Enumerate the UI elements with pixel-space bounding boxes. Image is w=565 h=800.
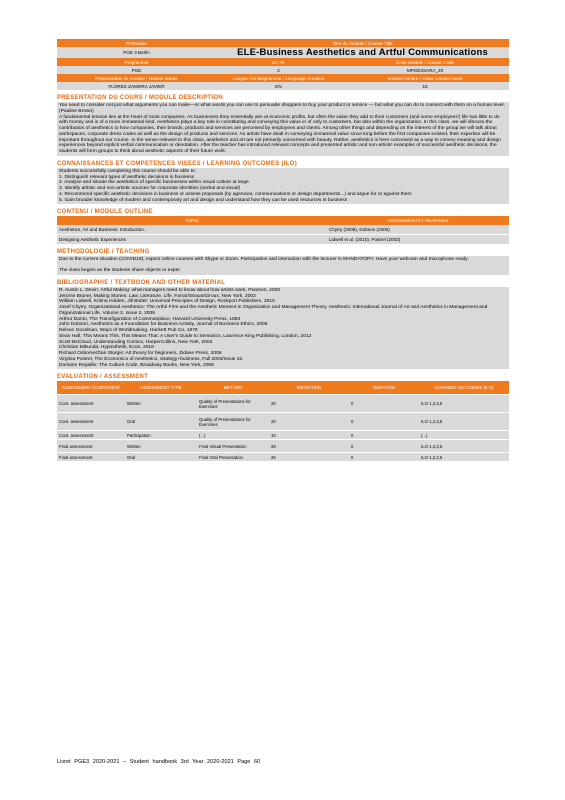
- outline-table: [57, 216, 509, 244]
- language-label: Langue d'enseignement / Language of tuition: [216, 74, 341, 82]
- bibliography-entry: William Lidwell, Kritina Holden, Jill Butler: Universal Principles of Design, Rockport Publishers, 2010: [59, 299, 275, 305]
- bibliography-entry: R. Austin L. Devin: Artful Making: what managers need to know about how artists work, Pearson, 2003: [59, 287, 281, 293]
- module-leader-value: FLORES ZAMORA JAVIER: [57, 82, 216, 90]
- programme-value: PGE: [57, 66, 216, 74]
- presentation-text: [57, 102, 509, 156]
- outcomes-line: 1. Distinguish relevant types of aesthetic decisions in business: [59, 174, 195, 180]
- eval-col-type: ASSESSMENT TYPE: [125, 381, 197, 395]
- page-footer: Livret PGE3 2020-2021 – Student handbook 3rd Year 2020-2021 Page 60: [57, 759, 261, 765]
- outline-topic: Aesthetics, Art and Business: Introduction.: [57, 225, 327, 235]
- eval-col-weighting: WEIGHTING: [269, 381, 349, 395]
- bibliography-entry: Arthur Danto, The Transfiguration of Commonplace, Harvard University Press, 1983: [59, 316, 241, 322]
- course-title-value: ELE-Business Aesthetics and Artful Communications: [216, 47, 509, 58]
- eval-ilo: (...): [419, 431, 509, 440]
- eval-ilo: ILO 1,2,3,5: [419, 395, 509, 413]
- table-row: [57, 395, 509, 413]
- outline-readings: Lidwell et al. (2010), Postrel (2003): [327, 235, 509, 245]
- bibliography-entry: Christian Mikunda, Hyposthetik, Econ, 2018: [59, 345, 154, 351]
- outcomes-line: 3. Identify artistic and non-artistic sources for corporate identities (verbal and visual): [59, 186, 241, 191]
- outcomes-line: 2. Analyse and situate the aesthetics of specific businesses within visual culture at large: [59, 180, 249, 186]
- eval-method: (...): [197, 431, 269, 440]
- methodology-text: [57, 256, 509, 275]
- bibliography-entry: Sean Hall, This Means This, This Means That: A User's Guide to Semiotics, Laurence King Publishing, London, 2012: [59, 333, 312, 339]
- outline-readings-header: ASSIGNMENTS / READINGS: [327, 216, 509, 225]
- eval-weighting: 20: [269, 395, 349, 413]
- eval-col-method: METHOD: [197, 381, 269, 395]
- eval-duration: 0: [349, 453, 419, 462]
- eval-ilo: ILO 1,2,3,5: [419, 453, 509, 462]
- promotion-value: PGE 3 Berlin: [57, 47, 216, 58]
- course-code-label: Code Module / Course Code: [341, 58, 509, 66]
- methodology-heading: METHODOLOGIE / TEACHING: [57, 249, 150, 256]
- bibliography-entry: Scott McCloud, Understanding Comics, HarperCollins, New York, 2004: [59, 339, 213, 345]
- eval-col-component: ASSESSMENT COMPONENT: [57, 381, 125, 395]
- table-row: [57, 431, 509, 440]
- eval-component: Cont. assessment: [57, 413, 125, 431]
- outline-heading: CONTENU / MODULE OUTLINE: [57, 209, 153, 216]
- eval-type: Oral: [125, 453, 197, 462]
- eval-type: Oral: [125, 413, 197, 431]
- eval-duration: 0: [349, 395, 419, 413]
- methodology-line: Due to the current situation (COVID19), expect online courses with Skype or Zoom. Participation and interaction with the lecturer is MANDATORY. Have your webcam and microphone ready.: [59, 257, 469, 263]
- table-row: [57, 453, 509, 462]
- bibliography-entry: Nelson Goodman, Ways of Worldmaking, Hackett Pub Co, 1978: [59, 328, 198, 333]
- eval-method: Final Oral Presentation: [197, 453, 269, 462]
- eval-component: Final assessment: [57, 440, 125, 453]
- outcomes-line: Students successfully completing this course should be able to:: [59, 168, 197, 174]
- outline-topic: Designing Aesthetic Experiences: [57, 235, 327, 245]
- outcomes-line: 4. Recommend specific aesthetic decisions in business or assess proposals (by agencies, communications or design departments...) and argue for or against them: [59, 191, 412, 197]
- bibliography-entry: Dorlaine Repaille: The Culture Code, Broadway Books, New York, 2006: [59, 362, 214, 368]
- eval-weighting: 25: [269, 440, 349, 453]
- presentation-quote: You need to consider not just what arguments you can make—or what words you can use to persuade shoppers to buy your product or service — but what you can do to connect with them on a human level. (Pauline Brown): [59, 103, 505, 114]
- bibliography-entry: Jerome Bruner, Making Stories: Law, Literature, Life, Farrar/Straus/Giroux, New York, 2002: [59, 293, 256, 299]
- eval-type: Written: [125, 440, 197, 453]
- course-title-label: Titre du module / Course Title: [216, 39, 509, 47]
- eval-col-duration: DURATION: [349, 381, 419, 395]
- ects-value: 2: [216, 66, 341, 74]
- eval-method: Final Visual Presentation: [197, 440, 269, 453]
- eval-duration: 0: [349, 413, 419, 431]
- table-row: [57, 225, 509, 235]
- programme-label: Programme: [57, 58, 216, 66]
- table-row: [57, 235, 509, 245]
- outcomes-text: [57, 168, 509, 205]
- table-row: [57, 440, 509, 453]
- eval-type: Written: [125, 395, 197, 413]
- outcomes-line: 5. Gain broader knowledge of modern and contemporary art and design and understand how they can be used resources in business: [59, 197, 348, 203]
- eval-method: Quality of Presentations for Exercises: [197, 395, 269, 413]
- bibliography-text: [57, 287, 509, 370]
- eval-type: Participation: [125, 431, 197, 440]
- presentation-heading: PRESENTATION DU COURS / MODULE DESCRIPTION: [57, 95, 224, 101]
- ects-label: ECTS: [216, 58, 341, 66]
- eval-component: Cont. assessment: [57, 431, 125, 440]
- contact-hours-label: Volume horaire / Class contact hours: [341, 74, 509, 82]
- eval-component: Final assessment: [57, 453, 125, 462]
- eval-method: Quality of Presentations for Exercises: [197, 413, 269, 431]
- methodology-line: The class begins as the students share objects or exper: [59, 268, 180, 273]
- bibliography-entry: Richard Osborne/Dan Sturgis: Art theory for beginners, Zidane Press, 2006: [59, 351, 222, 356]
- bibliography-heading: BIBLIOGRAPHIE / TEXTBOOK AND OTHER MATERIAL: [57, 279, 226, 286]
- eval-col-ilo: LEARNING OUTCOMES (ILO): [419, 381, 509, 395]
- table-row: [57, 413, 509, 431]
- course-code-value: MPGE3SARA_20: [341, 66, 509, 74]
- module-leader-label: Responsable de module / Module leader: [57, 74, 216, 82]
- outcomes-heading: CONNAISSANCES ET COMPETENCES VISEES / LEARNING OUTCOMES (ILO): [57, 160, 297, 167]
- eval-weighting: 10: [269, 431, 349, 440]
- evaluation-heading: EVALUATION / ASSESSMENT: [57, 374, 149, 381]
- eval-ilo: ILO 1,2,3,5: [419, 440, 509, 453]
- promotion-label: Promotion: [57, 39, 216, 47]
- presentation-body: A fundamental tension lies at the heart of most companies. As businesses they essentially aim at economic profits, but often the value they add to their customers (and some employees') life has little to do with money and is of a more immaterial kind. Aesthetics plays a key role in constituting and conveying this value in of only to customers, but also within the organization. In this class, we will discuss the contribution of aesthetics to how companies, their brands, products and services are perceived by employees and clients. Among other things and depending on the interest of the group we will talk about workspaces, corporate dress codes as well as the design of products and services. As artists have dealt in conveying immaterial value since long before the first companies existed, their expertise will be important throughout our course. In the sense relevant to this class, aesthetics and art are not primarily concerned with beauty. Rather, aesthetics is here conceived as a way to convey meaning and design experiences beyond explicit verbal communication or denotation. After the teacher has introduced relevant concepts and presented artistic and non-artistic examples of successful aesthetic decisions, the students will form groups to think about aesthetic aspects of their future work.: [59, 114, 501, 154]
- bibliography-entry: John Dobson, Aesthetics as a Foundation for Business Activity, Journal of Business Ethics, 2006: [59, 322, 268, 328]
- outline-topic-header: TOPIC: [57, 216, 327, 225]
- eval-ilo: ILO 1,2,3,5: [419, 413, 509, 431]
- contact-hours-value: 15: [341, 82, 509, 90]
- eval-weighting: 20: [269, 413, 349, 431]
- course-sheet: [57, 39, 509, 462]
- bibliography-entry: Josef Chytry, Organizational Aesthetics: The Artful Firm and the Aesthetic Moment in Organization and Management Theory, Aesthesis: International Journal of Art and Aesthetics in Management and Organizational Life, Volume 2, Issue 2, 2008: [59, 305, 488, 316]
- outline-readings: Chytry (2008), Dobson (2006): [327, 225, 509, 235]
- eval-weighting: 25: [269, 453, 349, 462]
- eval-component: Cont. assessment: [57, 395, 125, 413]
- evaluation-table: [57, 381, 509, 462]
- bibliography-entry: Virginia Postrel, The Economics of Aesthetics, strategy+business, Fall 2003/Issue 32.: [59, 356, 244, 362]
- language-value: EN: [216, 82, 341, 90]
- course-header-table: [57, 39, 509, 90]
- eval-duration: 0: [349, 431, 419, 440]
- eval-duration: 0: [349, 440, 419, 453]
